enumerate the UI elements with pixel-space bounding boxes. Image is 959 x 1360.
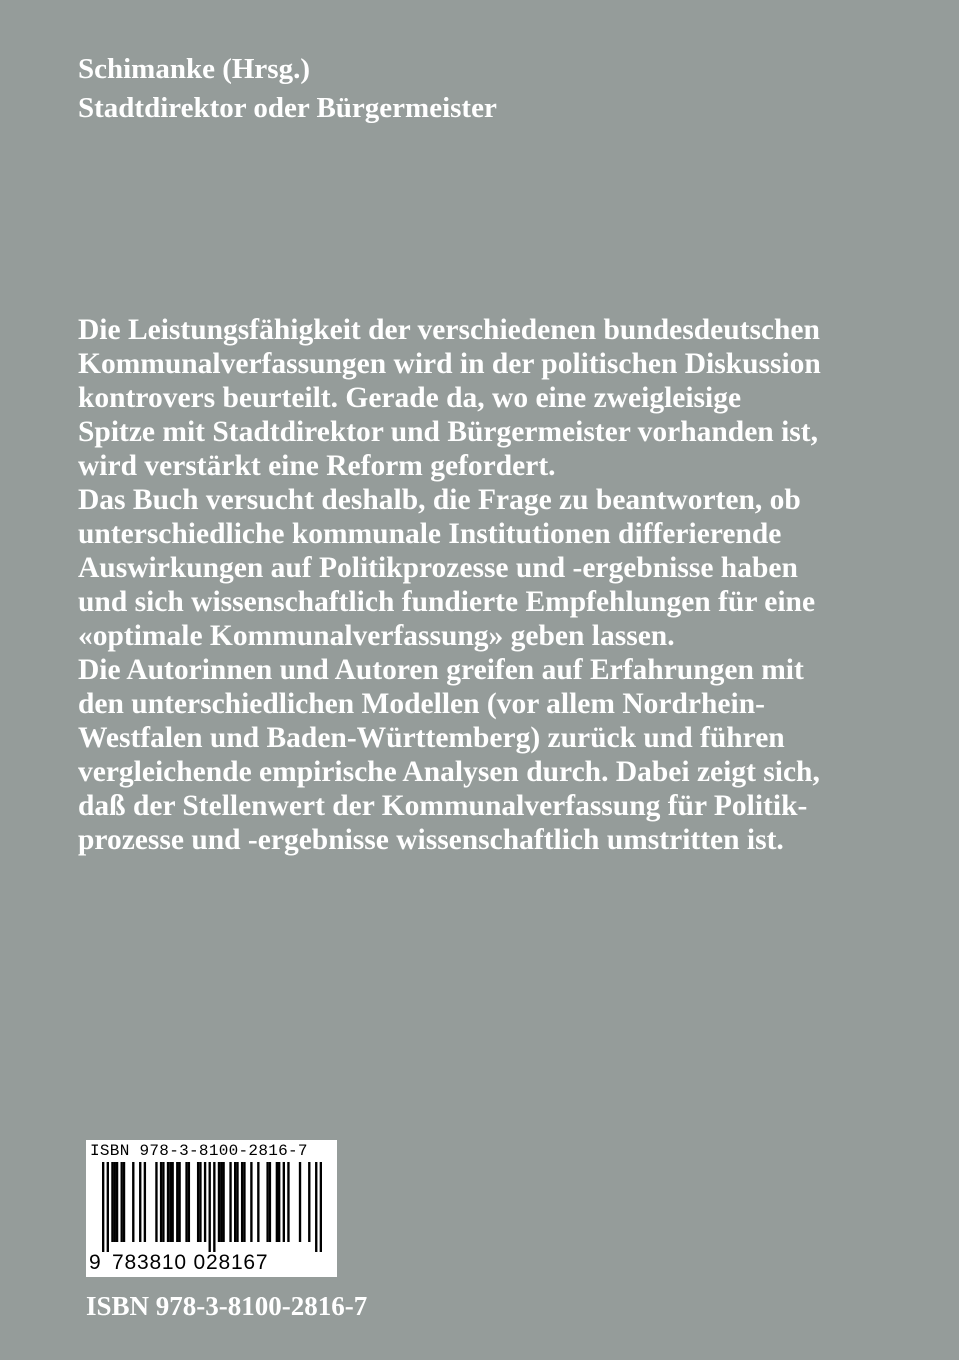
- barcode-bar: [123, 1162, 125, 1242]
- barcode-bar: [114, 1162, 116, 1242]
- barcode-bar: [160, 1162, 162, 1242]
- barcode-bar: [197, 1162, 199, 1242]
- blurb-line: den unterschiedlichen Modellen (vor allem Nordrhein-: [78, 688, 765, 720]
- book-header: [78, 50, 497, 128]
- barcode-bar: [276, 1162, 278, 1242]
- barcode-bars: [102, 1162, 322, 1252]
- barcode-bar: [241, 1162, 243, 1242]
- blurb-line: unterschiedliche kommunale Institutionen differierende: [78, 518, 782, 550]
- blurb-line: Die Autorinnen und Autoren greifen auf Erfahrungen mit: [78, 654, 804, 686]
- barcode-guard-bar: [315, 1162, 317, 1252]
- blurb-line: Westfalen und Baden-Württemberg) zurück und führen: [78, 722, 785, 754]
- barcode-bar: [188, 1162, 190, 1242]
- barcode-guard-bar: [102, 1162, 104, 1252]
- barcode-bar: [169, 1162, 171, 1242]
- barcode-bar: [199, 1162, 201, 1242]
- barcode-bar: [162, 1162, 164, 1242]
- barcode-bar: [266, 1162, 268, 1242]
- isbn-bottom: ISBN 978-3-8100-2816-7: [86, 1291, 368, 1321]
- barcode-bar: [220, 1162, 222, 1242]
- barcode-bar: [171, 1162, 173, 1242]
- barcode-bar: [132, 1162, 134, 1242]
- barcode-bar: [278, 1162, 280, 1242]
- barcode-bar: [257, 1162, 259, 1242]
- barcode-bar: [250, 1162, 252, 1242]
- barcode-bar: [111, 1162, 113, 1242]
- book-title: Stadtdirektor oder Bürgermeister: [78, 92, 497, 124]
- barcode-bar: [176, 1162, 178, 1242]
- barcode-bar: [269, 1162, 271, 1242]
- barcode-bar: [204, 1162, 206, 1242]
- barcode-bar: [139, 1162, 141, 1242]
- blurb-line: prozesse und -ergebnisse wissenschaftlich umstritten ist.: [78, 824, 784, 856]
- barcode-guard-bar: [107, 1162, 109, 1252]
- blurb-line: kontrovers beurteilt. Gerade da, wo eine zweigleisige: [78, 382, 742, 414]
- blurb-line: Das Buch versucht deshalb, die Frage zu beantworten, ob: [78, 484, 801, 516]
- barcode-bar: [218, 1162, 220, 1242]
- barcode-bar: [144, 1162, 146, 1242]
- barcode-bar: [167, 1162, 169, 1242]
- barcode-bar: [234, 1162, 236, 1242]
- barcode-guard-bar: [213, 1162, 215, 1252]
- barcode-bar: [155, 1162, 157, 1242]
- blurb-line: Auswirkungen auf Politikprozesse und -ergebnisse haben: [78, 552, 798, 584]
- author-editor: Schimanke (Hrsg.): [78, 53, 310, 85]
- barcode-bar: [121, 1162, 123, 1242]
- barcode-guard-bar: [320, 1162, 322, 1252]
- barcode-bar: [222, 1162, 224, 1242]
- barcode-box: [86, 1140, 337, 1277]
- blurb-line: wird verstärkt eine Reform gefordert.: [78, 450, 556, 482]
- barcode-bar: [287, 1162, 289, 1242]
- barcode-bar: [178, 1162, 180, 1242]
- barcode-bar: [299, 1162, 301, 1242]
- blurb-line: vergleichende empirische Analysen durch. Dabei zeigt sich,: [78, 756, 820, 788]
- barcode-bar: [236, 1162, 238, 1242]
- barcode-isbn-label: ISBN 978-3-8100-2816-7: [90, 1142, 308, 1160]
- blurb-line: daß der Stellenwert der Kommunalverfassung für Politik-: [78, 790, 808, 822]
- barcode-bar: [185, 1162, 187, 1242]
- blurb-line: und sich wissenschaftlich fundierte Empfehlungen für eine: [78, 586, 816, 618]
- barcode-bar: [283, 1162, 285, 1242]
- barcode-digits: 783810 028167: [112, 1251, 269, 1274]
- blurb-text: [78, 313, 938, 857]
- blurb-line: «optimale Kommunalverfassung» geben lassen.: [78, 620, 675, 652]
- barcode-bar: [308, 1162, 310, 1242]
- barcode-bar: [243, 1162, 245, 1242]
- barcode-bar: [116, 1162, 118, 1242]
- barcode-first-digit: 9: [89, 1251, 101, 1274]
- blurb-line: Die Leistungsfähigkeit der verschiedenen bundesdeutschen: [78, 314, 820, 346]
- barcode-guard-bar: [209, 1162, 211, 1252]
- barcode-bar: [229, 1162, 231, 1242]
- blurb-line: Kommunalverfassungen wird in der politischen Diskussion: [78, 348, 821, 380]
- blurb-line: Spitze mit Stadtdirektor und Bürgermeister vorhanden ist,: [78, 416, 818, 448]
